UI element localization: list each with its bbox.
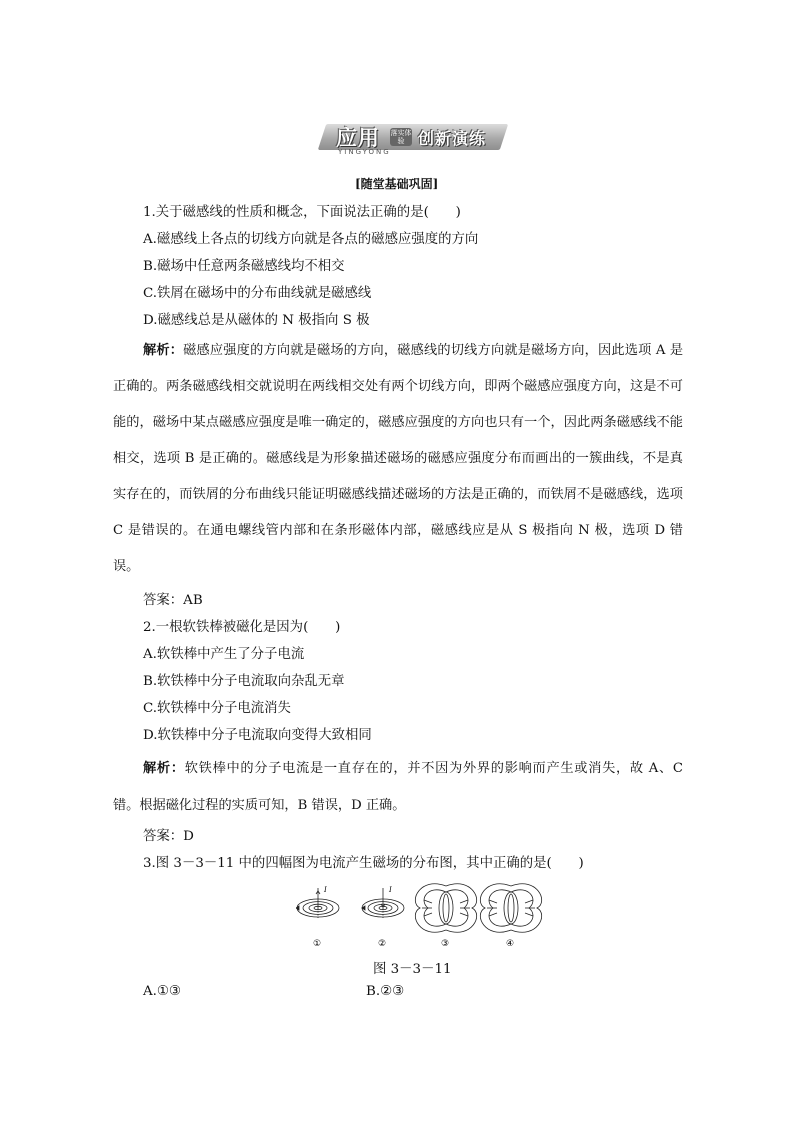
question-2-analysis xyxy=(113,750,683,824)
figure-4-loop-field xyxy=(480,884,541,933)
banner-main-text: 应用 xyxy=(336,126,380,150)
question-2-option-d: D.软铁棒中分子电流取向变得大致相同 xyxy=(143,728,372,743)
question-1-option-d: D.磁感线总是从磁体的 N 极指向 S 极 xyxy=(143,313,370,328)
question-3-option-a: A.①③ xyxy=(143,984,181,999)
analysis-text: 磁感应强度的方向就是磁场的方向，磁感线的切线方向就是磁场方向，因此选项 A 是正确的。两条磁感线相交就说明在两线相交处有两个切线方向，即两个磁感应强度方向，这是不可能的，磁场中某点磁感应强度是唯一确定的，磁感应强度的方向也只有一个，因此两条磁感线不能相交，选项 B 是正确的。磁感线是为形象描述磁场的磁感应强度分布而画出的一簇曲线，不是真实存在的，而铁屑的分布曲线只能证明磁感线描述磁场的方法是正确的，而铁屑不是磁感线，选项 C 是错误的。在通电螺线管内部和在条形磁体内部，磁感线应是从 S 极指向 N 极，选项 D 错误。 xyxy=(113,343,684,574)
analysis-label: 解析： xyxy=(143,761,185,776)
question-1-option-b: B.磁场中任意两条磁感线均不相交 xyxy=(143,259,345,274)
figure-label-4: ④ xyxy=(506,939,515,949)
banner-right-text: 创新演练 xyxy=(418,129,487,148)
question-2-option-a: A.软铁棒中产生了分子电流 xyxy=(143,647,305,662)
section-banner xyxy=(322,120,504,160)
question-1-option-a: A.磁感线上各点的切线方向就是各点的磁感应强度的方向 xyxy=(143,232,479,247)
figure-2-concentric-field xyxy=(362,888,404,918)
question-2-option-b: B.软铁棒中分子电流取向杂乱无章 xyxy=(143,674,345,689)
question-3-option-b: B.②③ xyxy=(366,984,405,999)
question-1-answer: 答案：AB xyxy=(143,593,203,608)
magnetic-field-figure xyxy=(296,878,556,950)
question-2-option-c: C.软铁棒中分子电流消失 xyxy=(143,701,291,716)
question-3-stem: 3.图 3－3－11 中的四幅图为电流产生磁场的分布图，其中正确的是( ) xyxy=(143,856,584,871)
analysis-label: 解析： xyxy=(143,343,184,358)
analysis-text: 软铁棒中的分子电流是一直存在的，并不因为外界的影响而产生或消失，故 A、C 错。根据磁化过程的实质可知，B 错误，D 正确。 xyxy=(113,761,684,813)
figure-label-2: ② xyxy=(378,939,387,949)
section-label: [随堂基础巩固] xyxy=(355,177,439,191)
figure-3-loop-field xyxy=(415,884,476,933)
figure-label-1: ① xyxy=(313,939,322,949)
question-1-stem: 1.关于磁感线的性质和概念，下面说法正确的是( ) xyxy=(143,205,461,220)
figure-caption: 图 3－3－11 xyxy=(373,962,452,977)
question-2-answer: 答案：D xyxy=(143,829,194,844)
question-1-analysis xyxy=(113,333,683,585)
question-1-option-c: C.铁屑在磁场中的分布曲线就是磁感线 xyxy=(143,286,372,301)
figure-1-concentric-field xyxy=(296,888,339,918)
figure-2-current-label: I xyxy=(389,886,392,894)
figure-label-3: ③ xyxy=(441,939,450,949)
banner-subtitle: YINGYONG xyxy=(338,148,391,156)
figure-1-current-label: I xyxy=(324,886,327,894)
question-2-stem: 2.一根软铁棒被磁化是因为( ) xyxy=(143,620,341,635)
banner-small-tag: 落实体验 xyxy=(390,129,412,145)
